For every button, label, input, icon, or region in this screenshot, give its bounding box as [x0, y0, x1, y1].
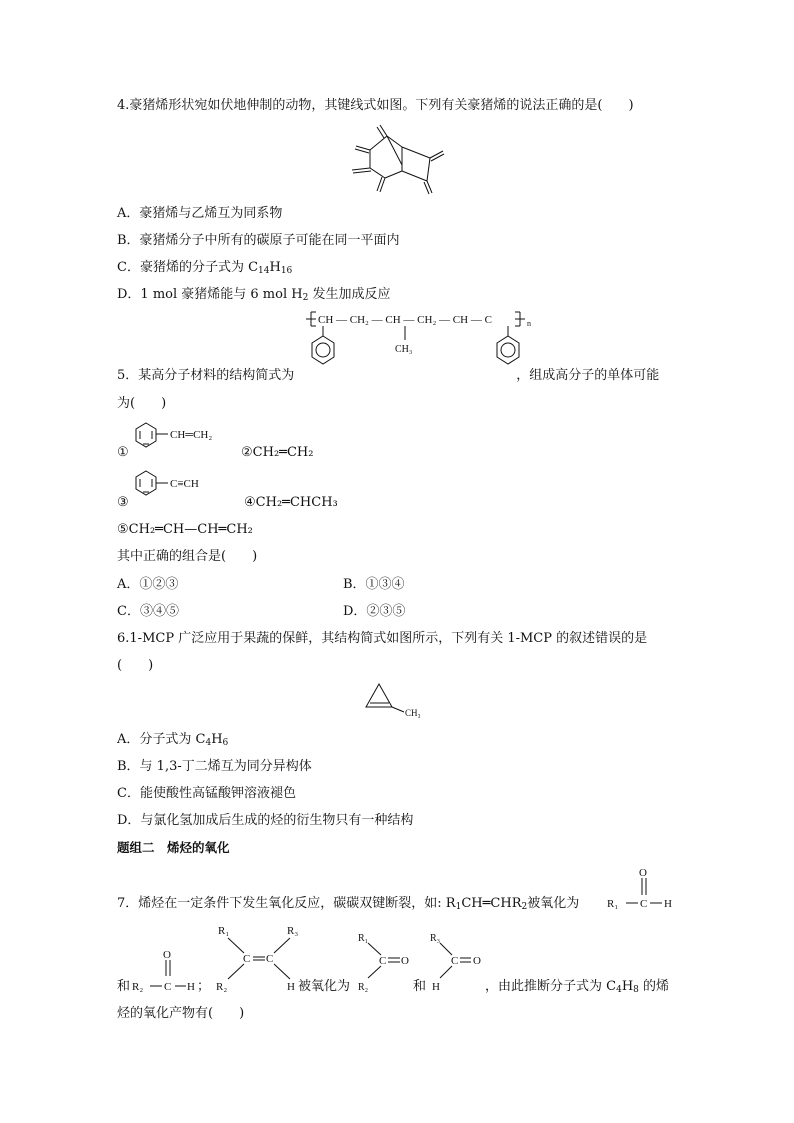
- section-heading: 题组二 烯烃的氧化: [117, 840, 230, 855]
- q4-option-d: D．1 mol 豪猪烯能与 6 mol $H_2$ 发生加成反应: [117, 287, 391, 303]
- q6-stem: 6.1-MCP 广泛应用于果蔬的保鲜，其结构简式如图所示，下列有关 1-MCP 的叙述错误的是: [117, 631, 648, 646]
- q4-option-c: C．豪猪烯的分子式为 $C_{14}H_{16}$: [117, 260, 293, 276]
- q5-option-b: B．①③④: [343, 577, 405, 592]
- q7-and2: 和: [413, 978, 427, 993]
- aldehyde-r1-structure: [600, 862, 690, 914]
- q7-sep: ；: [197, 978, 211, 993]
- styrene-group: CH═CH₂: [170, 429, 213, 441]
- q7-line3: 烃的氧化产物有( ): [117, 1006, 245, 1021]
- methylcyclopropene-methyl: CH₃: [405, 708, 421, 718]
- q6-option-a: A．分子式为 $C_4H_6$: [117, 732, 229, 748]
- q5-option-c: C．③④⑤: [117, 604, 179, 619]
- ald2-c: C: [164, 981, 172, 993]
- ald2-r: R₂: [132, 981, 144, 993]
- ald2-o: O: [163, 949, 171, 961]
- q5-stem: 5．某高分子材料的结构简式为 ，组成高分子的单体可能: [117, 368, 660, 383]
- ald2-h: H: [187, 981, 195, 993]
- ketone-r1: R₁: [358, 933, 369, 944]
- ketone-c: C: [379, 955, 387, 967]
- alkene-r2: R₂: [216, 981, 228, 993]
- q5-prompt: 其中正确的组合是( ): [117, 549, 258, 564]
- alkene-h: H: [287, 981, 295, 993]
- monomer-2: ②CH₂═CH₂: [241, 445, 314, 460]
- q5-option-a: A．①②③: [117, 577, 179, 592]
- ald1-h: H: [664, 898, 672, 910]
- polymer-n: n: [527, 319, 531, 328]
- monomer-3-num: ③: [117, 495, 129, 510]
- ketone-r2: R₂: [358, 982, 369, 993]
- alkene-c1: C: [243, 953, 251, 965]
- q4-option-a: A．豪猪烯与乙烯互为同系物: [117, 206, 283, 221]
- q4-option-b: B．豪猪烯分子中所有的碳原子可能在同一平面内: [117, 233, 400, 248]
- q6-option-b: B．与 1,3-丁二烯互为同分异构体: [117, 759, 312, 774]
- ald3-r: R₃: [430, 933, 441, 944]
- q7-reaction-scheme: [117, 920, 497, 1000]
- ketone-o: O: [401, 955, 409, 967]
- q5-option-d: D．②③⑤: [343, 604, 406, 619]
- monomer-5: ⑤CH₂═CH—CH═CH₂: [117, 522, 253, 537]
- q7-and1: 和: [117, 978, 131, 993]
- q6-paren: ( ): [117, 658, 154, 673]
- q5-stem-line2: 为( ): [117, 396, 167, 411]
- alkene-c2: C: [266, 953, 274, 965]
- ald3-h: H: [432, 981, 440, 993]
- ald1-o: O: [639, 867, 647, 879]
- styrene-structure: [130, 418, 240, 462]
- alkene-r1: R₁: [218, 925, 230, 937]
- polymer-methyl: CH₃: [395, 344, 413, 355]
- ald1-c: C: [640, 898, 648, 910]
- methylcyclopropene-structure: [360, 678, 440, 722]
- alkene-r3: R₃: [287, 925, 299, 937]
- ald1-r: R₁: [607, 898, 619, 910]
- monomer-4: ④CH₂═CHCH₃: [244, 495, 338, 510]
- ald3-c: C: [451, 955, 459, 967]
- q4-stem: 4.豪猪烯形状宛如伏地伸制的动物，其键线式如图。下列有关豪猪烯的说法正确的是( ): [117, 98, 634, 113]
- q7-line1: 7．烯烃在一定条件下发生氧化反应，碳碳双键断裂，如: $R_1CH═CHR_2$被氧化为: [117, 896, 580, 912]
- q6-option-c: C．能使酸性高锰酸钾溶液褪色: [117, 786, 296, 801]
- porcupine-diene-structure: [340, 120, 450, 200]
- q7-tail: ，由此推断分子式为 $C_4H_8$ 的烯: [485, 979, 670, 995]
- ald3-o: O: [473, 955, 481, 967]
- phenylacetylene-group: C≡CH: [170, 478, 199, 490]
- q7-oxidized: 被氧化为: [298, 978, 351, 993]
- monomer-1-num: ①: [117, 445, 129, 460]
- q6-option-d: D．与氯化氢加成后生成的烃的衍生物只有一种结构: [117, 813, 414, 828]
- phenylacetylene-structure: [130, 466, 240, 510]
- polymer-chain: CH — CH₂ — CH — CH₂ — CH — C: [318, 314, 492, 326]
